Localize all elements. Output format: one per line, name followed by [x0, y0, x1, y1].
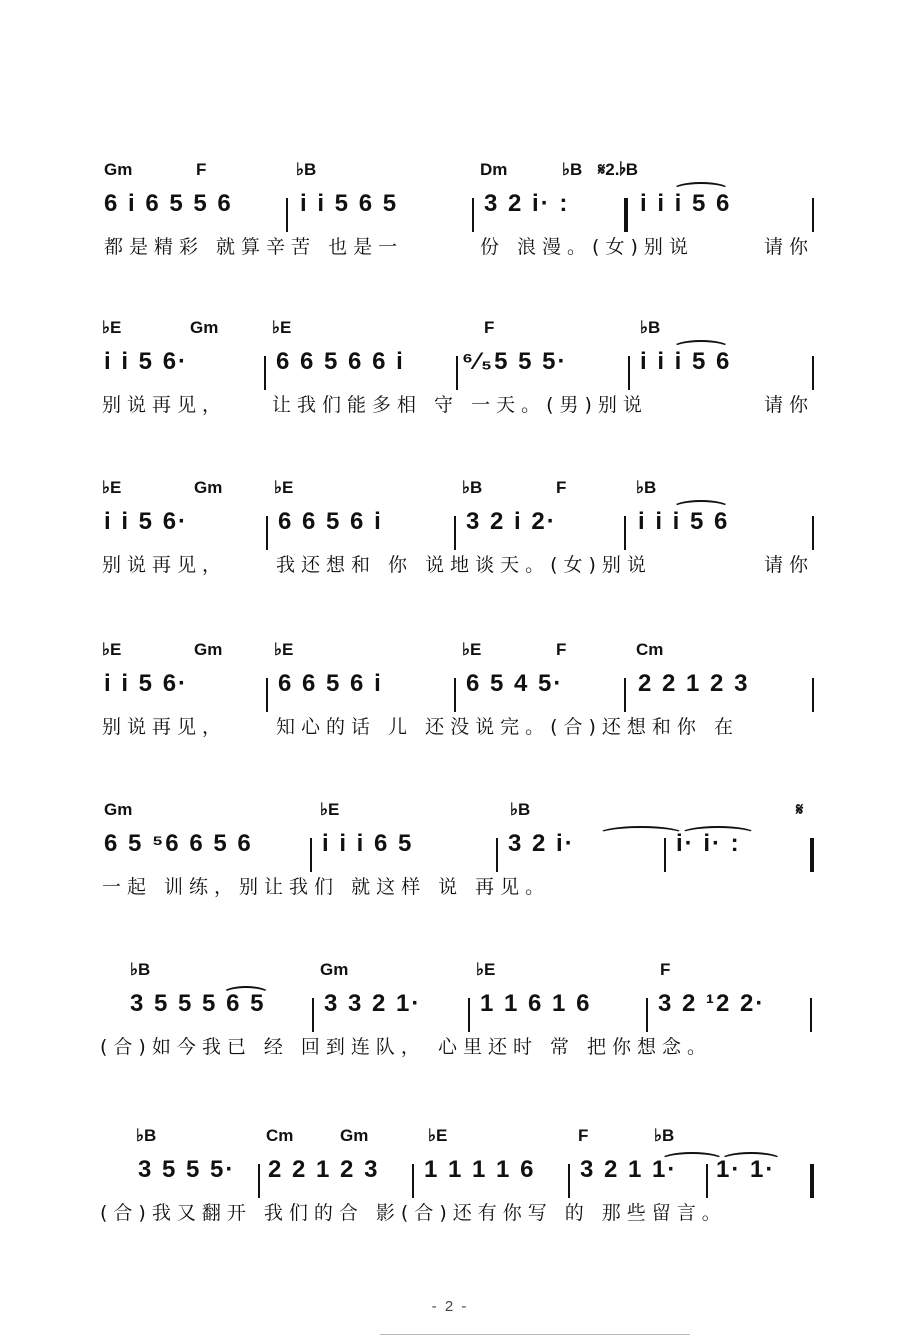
lyric-segment: 份 浪漫。(女)别说: [480, 236, 694, 258]
notation-row: [0, 1156, 900, 1196]
lyric-segment: 请你: [764, 236, 815, 258]
chord: ♭E: [476, 960, 496, 979]
barline: [312, 998, 314, 1032]
lyric-segment: 一起 训练，别让我们 就这样 说 再见。: [102, 876, 551, 898]
chord: ♭B: [654, 1126, 675, 1145]
measure: 3 5 5 5 6 5: [130, 990, 266, 1017]
music-system-4: [0, 640, 900, 780]
measure: 3 2 i· :: [484, 190, 570, 217]
barline: [646, 998, 648, 1032]
measure: i i i 5 6: [640, 348, 732, 375]
music-system-2: [0, 318, 900, 458]
barline: [264, 356, 266, 390]
chord: Gm: [190, 318, 219, 337]
chord: ♭E: [102, 478, 122, 497]
measure: 2 2 1 2 3: [638, 670, 750, 697]
tie: [598, 826, 684, 842]
barline: [812, 356, 814, 390]
chord: ♭B: [636, 478, 657, 497]
repeat-barline: [624, 198, 628, 232]
lyrics-row: [0, 1198, 900, 1238]
segno-sign: 𝄋: [796, 800, 804, 819]
chord: F: [196, 160, 207, 179]
music-system-1: [0, 160, 900, 300]
barline: [706, 1164, 708, 1198]
lyric-segment: 请你: [764, 554, 815, 576]
chord: Cm: [636, 640, 664, 659]
final-barline: [810, 1164, 814, 1198]
lyrics-row: [0, 872, 900, 912]
notation-row: [0, 830, 900, 870]
barline: [266, 678, 268, 712]
measure: 2 2 1 2 3: [268, 1156, 380, 1183]
music-system-5: [0, 800, 900, 940]
measure: i i i 5 6: [640, 190, 732, 217]
lyric-segment: 请你: [764, 394, 815, 416]
barline: [664, 838, 666, 872]
chord: ♭E: [274, 478, 294, 497]
lyric-segment: 都是精彩 就算辛苦 也是一: [104, 236, 404, 258]
tie: [720, 1152, 782, 1168]
measure: i i i 5 6: [638, 508, 730, 535]
chord: Gm: [194, 640, 223, 659]
slur: [672, 500, 730, 516]
chord: ♭E: [320, 800, 340, 819]
music-system-6: [0, 960, 900, 1100]
chord: Gm: [340, 1126, 369, 1145]
chord: F: [556, 478, 567, 497]
barline: [266, 516, 268, 550]
measure: 6 i 6 5 5 6: [104, 190, 233, 217]
measure: 1· 1·: [716, 1156, 776, 1183]
measure: 6 6 5 6 6 i: [276, 348, 405, 375]
notation-row: [0, 190, 900, 230]
measure: i i 5 6·: [104, 670, 189, 697]
measure: 6 5 ⁵6 6 5 6: [104, 830, 253, 857]
barline: [812, 198, 814, 232]
measure: i i 5 6·: [104, 508, 189, 535]
music-system-7: [0, 1126, 900, 1266]
measure: 3 2 ¹2 2·: [658, 990, 766, 1017]
measure: 3 2 i 2·: [466, 508, 557, 535]
lyrics-row: [0, 712, 900, 752]
lyrics-row: [0, 390, 900, 430]
notation-row: [0, 990, 900, 1030]
chord: 𝄋2.♭B: [598, 160, 639, 179]
lyrics-row: [0, 232, 900, 272]
lyrics-row: [0, 550, 900, 590]
measure: 6 6 5 6 i: [278, 670, 383, 697]
measure: i i 5 6·: [104, 348, 189, 375]
measure: 3 2 i·: [508, 830, 575, 857]
chord: F: [484, 318, 495, 337]
chord: ♭E: [462, 640, 482, 659]
lyric-segment: 让我们能多相 守 一天。(男)别说: [272, 394, 648, 416]
notation-row: [0, 670, 900, 710]
barline: [812, 678, 814, 712]
measure: 3 2 1 1·: [580, 1156, 678, 1183]
chord: F: [660, 960, 671, 979]
measure: ⁶⁄₅5 5 5·: [462, 348, 568, 375]
lyric-segment: 知心的话 儿 还没说完。(合)还想和你 在: [276, 716, 739, 738]
music-system-3: [0, 478, 900, 618]
chord: Dm: [480, 160, 508, 179]
barline: [810, 998, 812, 1032]
measure: 3 5 5 5·: [138, 1156, 236, 1183]
barline: [496, 838, 498, 872]
barline: [456, 356, 458, 390]
chord: ♭B: [136, 1126, 157, 1145]
chord: ♭E: [274, 640, 294, 659]
lyric-segment: 别说再见，: [102, 716, 228, 738]
measure: 1 1 6 1 6: [480, 990, 592, 1017]
tie: [680, 826, 756, 842]
measure: i· i· :: [676, 830, 741, 857]
barline: [454, 516, 456, 550]
barline: [468, 998, 470, 1032]
chord: ♭B: [562, 160, 583, 179]
notation-row: [0, 348, 900, 388]
measure: 1 1 1 1 6: [424, 1156, 536, 1183]
tie: [660, 1152, 724, 1168]
repeat-barline: [810, 838, 814, 872]
chord: Gm: [194, 478, 223, 497]
notation-row: [0, 508, 900, 548]
barline: [812, 516, 814, 550]
chord: F: [578, 1126, 589, 1145]
barline: [454, 678, 456, 712]
footer-rule: [380, 1334, 690, 1335]
barline: [472, 198, 474, 232]
measure: 6 5 4 5·: [466, 670, 564, 697]
chord: ♭E: [102, 318, 122, 337]
lyric-segment: 别说再见，: [102, 394, 228, 416]
lyrics-row: [0, 1032, 900, 1072]
chord: Gm: [104, 800, 133, 819]
barline: [568, 1164, 570, 1198]
chord: ♭B: [640, 318, 661, 337]
chord: ♭B: [510, 800, 531, 819]
barline: [258, 1164, 260, 1198]
measure: 6 6 5 6 i: [278, 508, 383, 535]
barline: [628, 356, 630, 390]
barline: [412, 1164, 414, 1198]
lyric-segment: (合)我又翻开 我们的合 影(合)还有你写 的 那些留言。: [100, 1202, 727, 1224]
page-number: - 2 -: [431, 1298, 469, 1315]
chord: ♭B: [296, 160, 317, 179]
chord: ♭E: [102, 640, 122, 659]
chord: Gm: [104, 160, 133, 179]
lyric-segment: 别说再见，: [102, 554, 228, 576]
chord: ♭E: [272, 318, 292, 337]
measure: i i 5 6 5: [300, 190, 399, 217]
barline: [624, 516, 626, 550]
barline: [624, 678, 626, 712]
chord: ♭E: [428, 1126, 448, 1145]
slur: [222, 986, 270, 1002]
barline: [286, 198, 288, 232]
barline: [310, 838, 312, 872]
measure: i i i 6 5: [322, 830, 414, 857]
lyric-segment: 我还想和 你 说地谈天。(女)别说: [276, 554, 652, 576]
slur: [672, 182, 730, 198]
chord: F: [556, 640, 567, 659]
slur: [672, 340, 730, 356]
lyric-segment: (合)如今我已 经 回到连队， 心里还时 常 把你想念。: [100, 1036, 713, 1058]
chord: ♭B: [130, 960, 151, 979]
chord: Cm: [266, 1126, 294, 1145]
chord: Gm: [320, 960, 349, 979]
measure: 3 3 2 1·: [324, 990, 422, 1017]
chord: ♭B: [462, 478, 483, 497]
